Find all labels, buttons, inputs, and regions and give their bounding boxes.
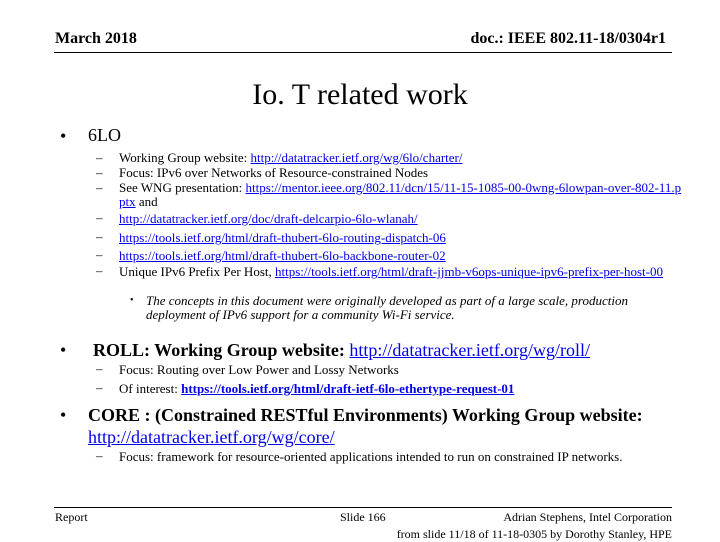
- ethertype-request-link[interactable]: https://tools.ietf.org/html/draft-ietf-6lo-ethertype-request-01: [181, 381, 515, 396]
- bullet-core-dot: •: [60, 405, 67, 425]
- list-item: Focus: framework for resource-oriented applications intended to run on constrained IP networks.: [119, 449, 623, 464]
- bullet-6lo-dot: •: [60, 126, 67, 146]
- wng-presentation-link[interactable]: https://mentor.ieee.org/802.11/dcn/15/11-15-1085-00-0wng-6lowpan-over-802-11.pptx: [119, 180, 682, 209]
- dash-icon: –: [96, 180, 103, 195]
- section-core-heading: [88, 404, 688, 448]
- item-suffix: and: [135, 194, 158, 209]
- dash-icon: –: [96, 448, 103, 463]
- backbone-router-link[interactable]: https://tools.ietf.org/html/draft-thubert-6lo-backbone-router-02: [119, 248, 446, 263]
- item-text: Unique IPv6 Prefix Per Host,: [119, 264, 275, 279]
- roll-heading-text: ROLL: Working Group website:: [93, 340, 350, 360]
- header-date: March 2018: [55, 30, 137, 47]
- list-item: [119, 382, 679, 396]
- list-item: [119, 151, 679, 165]
- list-item: [119, 212, 679, 226]
- footer-slide-number: Slide 166: [340, 510, 386, 524]
- dash-icon: –: [96, 150, 103, 165]
- draft-delcarpio-link[interactable]: http://datatracker.ietf.org/doc/draft-delcarpio-6lo-wlanah/: [119, 211, 418, 226]
- slide-title: Io. T related work: [252, 78, 468, 111]
- roll-wg-link[interactable]: http://datatracker.ietf.org/wg/roll/: [349, 340, 590, 360]
- dash-icon: –: [96, 165, 103, 180]
- list-item: [119, 231, 679, 245]
- item-text: Working Group website:: [119, 150, 251, 165]
- list-item: [119, 181, 684, 209]
- dash-icon: –: [96, 263, 103, 278]
- note-bullet-dot: •: [130, 295, 134, 306]
- footer-source: from slide 11/18 of 11-18-0305 by Dorothy Stanley, HPE: [396, 527, 672, 541]
- core-heading-text: CORE : (Constrained RESTful Environments) Working Group website:: [88, 405, 643, 425]
- bullet-roll-dot: •: [60, 340, 67, 360]
- footer-author: Adrian Stephens, Intel Corporation: [503, 510, 672, 524]
- section-roll-heading: [93, 340, 590, 361]
- footer-rule: [54, 507, 672, 508]
- list-item: Focus: IPv6 over Networks of Resource-constrained Nodes: [119, 165, 429, 180]
- header-doc-id: doc.: IEEE 802.11-18/0304r1: [470, 30, 666, 47]
- item-text: Of interest:: [119, 381, 182, 396]
- dash-icon: –: [96, 247, 103, 262]
- dash-icon: –: [96, 229, 103, 244]
- list-item: Focus: Routing over Low Power and Lossy Networks: [119, 362, 399, 377]
- dash-icon: –: [96, 380, 103, 395]
- routing-dispatch-link[interactable]: https://tools.ietf.org/html/draft-thubert-6lo-routing-dispatch-06: [119, 230, 446, 245]
- charter-link[interactable]: http://datatracker.ietf.org/wg/6lo/charter/: [250, 150, 463, 165]
- list-item: [119, 265, 684, 279]
- dash-icon: –: [96, 361, 103, 376]
- list-item: [119, 249, 679, 263]
- section-6lo-heading: 6LO: [88, 125, 121, 145]
- item-text: See WNG presentation:: [119, 180, 246, 195]
- dash-icon: –: [96, 210, 103, 225]
- core-wg-link[interactable]: http://datatracker.ietf.org/wg/core/: [88, 427, 335, 447]
- unique-prefix-link[interactable]: https://tools.ietf.org/html/draft-jjmb-v6ops-unique-ipv6-prefix-per-host-00: [275, 264, 663, 279]
- note-text: The concepts in this document were originally developed as part of a large scale, production deployment of IPv6 support for a community Wi-Fi service.: [146, 293, 629, 322]
- footer-report: Report: [55, 510, 88, 524]
- header-rule: [54, 52, 672, 53]
